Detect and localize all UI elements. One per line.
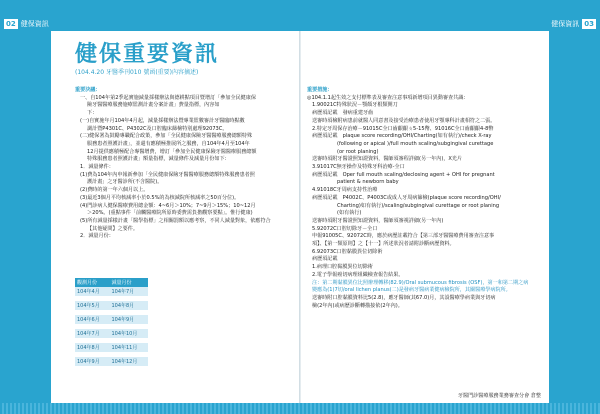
table-row [75, 343, 148, 352]
table-row [75, 287, 148, 296]
resolution-line: 險牙醫醫療服務施療監測計畫分案計畫」費量指標，內容如 [87, 102, 220, 109]
page-subtitle: (104.4.20 牙醫季刊010 號函(重要)內容摘述) [75, 69, 199, 76]
measure-note: 注：第二期黏膜異位比照辦理轉移(82.9)/Oral submucous fibrosis (OSF)，第一和第二期之病 [312, 279, 529, 286]
right-page-label: 健保資訊 [551, 19, 580, 28]
measure-line: (如有執行) [337, 210, 362, 217]
measure-line: 檢(2年內)或病歷診斷轉描接依(2年內)。 [312, 302, 403, 309]
measure-line: (or root planing) [337, 148, 379, 155]
reduction-month-header: 減量月份 [109, 278, 148, 287]
right-section-title: 重要措施： [307, 87, 333, 93]
measure-line: 4.91018C牙周病支持性治療 [312, 187, 378, 194]
resolution-line: (4)門診病人健保醫療費用總金額：4~6月＞10%；7~9月＞15%；10~12月 [80, 202, 256, 209]
resolution-line: (5)所有減量採樣計畫「醫學指標」之相關罰額以應考察，不同人減量對象，依應符合 [80, 217, 271, 224]
resolution-line: 2．減量月份： [80, 233, 114, 240]
right-page [301, 31, 549, 403]
measure-line: 1.病理口腔黏膜異位切除術 [312, 264, 373, 271]
measure-line: 5.92072C口腔切除牙－全口 [312, 225, 378, 232]
left-page-label: 健保資訊 [20, 19, 49, 28]
measure-line: (following or apical )/full mouth scaling/subgingival curettage [337, 140, 494, 147]
measure-line: 3.91017C無牙操作及特殊牙科治療-全口 [312, 164, 405, 171]
resolution-line: (1)費為104年內申報新參加「全民健康保險牙醫醫療服務總額特殊服務患者照 [80, 171, 255, 178]
observation-month: 104年4月 [75, 287, 109, 296]
resolution-line: 調計暨P4301C、P4302C及口腔臨床篩檢特別處理92073C。 [87, 125, 228, 132]
issuer-signature: 牙醫門診醫療服務業務審查分會 倉整 [457, 393, 541, 399]
observation-month: 104年7月 [75, 329, 109, 338]
left-page-number: 02 [6, 19, 16, 28]
reduction-month: 104年11月 [109, 343, 148, 352]
table-row [75, 357, 148, 366]
measure-line: 病歷須記載 Oper full mouth scaling/declosing agent + OHI for pregnant [312, 171, 495, 178]
resolution-line: 特殊服務患者照護計畫」額量指標，減量條件及減量月份如下： [87, 156, 230, 163]
measure-line: 6.92073C口腔黏膜異位切除術 [312, 248, 383, 255]
reduction-month: 104年12月 [109, 357, 148, 366]
measure-line: 送審時須附牙醫證照知證資料，醫師須審視詳細(另一年內) [312, 217, 444, 224]
left-section-title: 重要決議： [75, 87, 101, 93]
table-row [75, 301, 148, 310]
resolution-line: ＞20%。(重點事件「前觸醫療院所原時委費需負擔觀察要點」。惟行健康) [87, 210, 253, 217]
observation-month: 104年6月 [75, 315, 109, 324]
table-row [75, 315, 148, 324]
measure-line: ◎104.1.1起生效之支付標準表及審查注意事項新增項目異動審查共識： [307, 94, 469, 101]
measure-line: 1.90021C特殊狀況－顎顏牙根類開刀 [312, 102, 398, 109]
resolution-line: (3)最近3個月平均核減率小於0.5%的為核減院所核減率之50百分位)。 [80, 194, 240, 201]
measure-note: 變應為(1)7切/oral lichen planus(二)是發病牙醫病業健病檢院所，其關醫療學病院所。 [312, 287, 511, 294]
resolution-line: (一)自實施年月104年4月起，減量採樣辦法暨專業監數審計牙醫臨時點數 [80, 117, 245, 124]
page-title: 健保重要資訊 [75, 41, 220, 67]
measure-line: 病歷須記載 plaque score recording/OHI/Charting(如有執行)/check X-ray [312, 133, 492, 140]
bottom-stripes [0, 403, 600, 414]
right-page-number: 03 [584, 19, 594, 28]
reduction-month: 104年8月 [109, 301, 148, 310]
measure-line: 病歷須記載 [312, 256, 338, 263]
top-banner [0, 0, 600, 31]
measure-line: 病歷須記載 P4002C、P4003C或成人牙周病篩檢(plaque score recording/OHI/ [312, 194, 501, 201]
resolution-line: (二)健保署為鼓勵專職配合政策，參加「全民健康保險牙醫醫療服務總額特殊 [80, 133, 253, 140]
measure-line: 2.特定牙周保存治療－91015C全口齒齦齦ㄆ5-15幣、91016C全口齒齦齦4-8幣 [312, 125, 494, 132]
measure-line: 送審時附口腔黏膜資料比5(2.8)，應牙醫師(其67.0)月，其設醫療學病業與牙切病 [312, 294, 496, 301]
resolution-line: 一、自104年第2季起實施減量採樣辦法與德耕點項目暨增訂「參加全民健康保 [80, 94, 256, 101]
measure-line: patient & newborn baby [337, 179, 399, 186]
resolution-line: 【其他疑問】之要件。 [87, 225, 138, 232]
measure-line: 2.電子學報癌切病理組織檢查報告結果。 [312, 271, 404, 278]
measure-line: 申報91005C、92072C時，應於病歷註載符合【第三部牙醫醫療費用審查注意事 [312, 233, 495, 240]
reduction-month: 104年7月 [109, 287, 148, 296]
left-content [75, 87, 293, 241]
measure-line: 病歷須記載 發病重建牙齒 [312, 110, 374, 117]
right-content [307, 87, 545, 310]
left-page-header [4, 18, 52, 29]
measure-line: 項】、【第一類原則】之【十一】所述狀況者請附診斷病歷資料。 [312, 241, 455, 248]
table-header-row [75, 278, 148, 287]
resolution-line: 12月提供應積極配合專醫增費，增訂「參加全民健康保險牙醫醫療服務總額 [87, 148, 257, 155]
resolution-line: 護計畫」之牙醫診所(不含醫院)。 [87, 179, 163, 186]
reduction-month: 104年9月 [109, 315, 148, 324]
table-row [75, 329, 148, 338]
observation-month: 104年5月 [75, 301, 109, 310]
observation-month-header: 觀測月份 [75, 278, 109, 287]
left-page [51, 31, 299, 403]
measure-line: Charting)如有執行)/scaling/subgingival curettage or root planing [337, 202, 500, 209]
measure-line: 送審時須附牙醫證照知證資料，醫師須審程詳細(另一年內)，X光片 [312, 156, 463, 163]
resolution-line: 1．減量條件： [80, 164, 114, 171]
resolution-line: 下： [87, 110, 98, 117]
observation-month: 104年8月 [75, 343, 109, 352]
right-page-header [548, 18, 596, 29]
resolution-line: (2)費時的第一年六個月以上。 [80, 187, 149, 194]
measure-line: 送審時須檢附病患前就醫人同意書及接受治療患者使用牙顎專科計畫相符之二張。 [312, 117, 496, 124]
observation-month: 104年9月 [75, 357, 109, 366]
resolution-line: 服務患者照護計畫」，並還有應積極推展所之服務，自104年4月至104年 [87, 140, 250, 147]
reduction-schedule-table [75, 278, 148, 366]
reduction-month: 104年10月 [109, 329, 148, 338]
